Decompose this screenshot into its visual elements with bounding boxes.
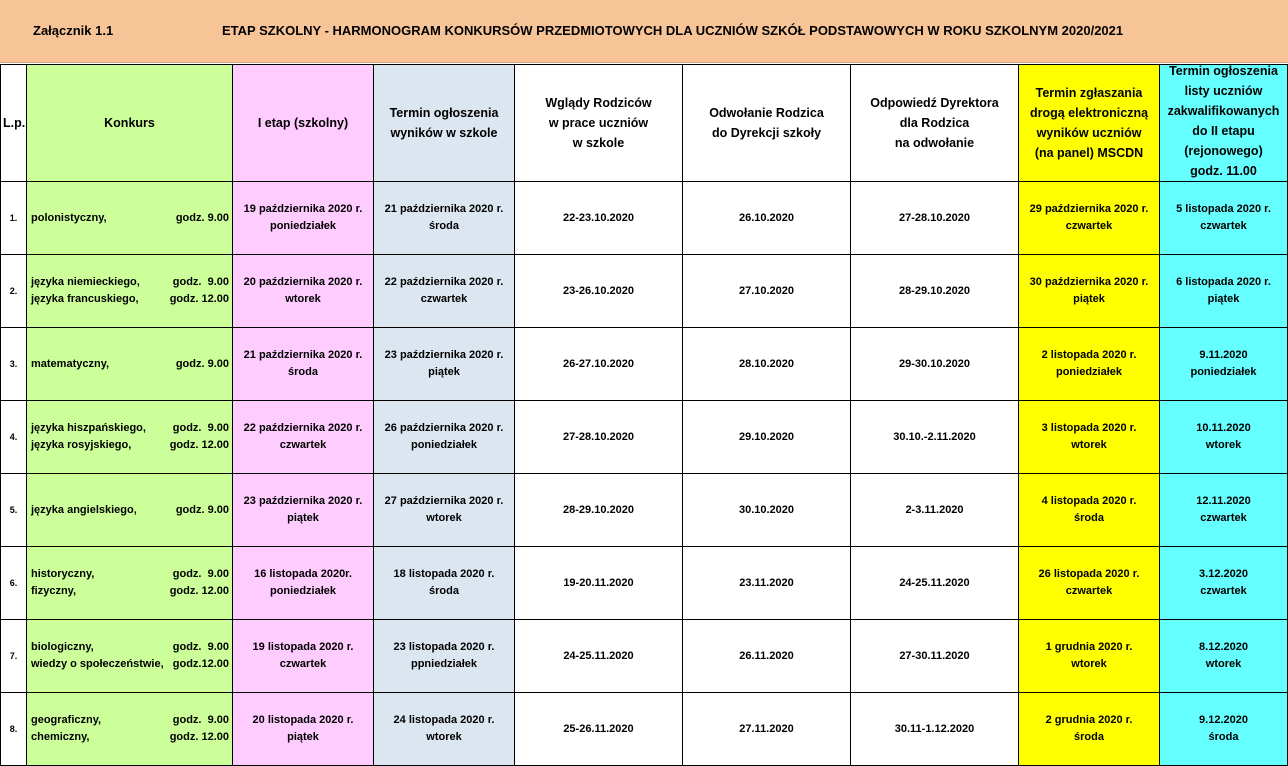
zgloszenie-cell (1019, 547, 1160, 620)
col-header-zgloszenie-line: drogą elektroniczną (1029, 106, 1149, 120)
table-row (1, 255, 1288, 328)
konkurs-name: wiedzy o społeczeństwie, (31, 658, 164, 670)
col-header-lp: L.p. (1, 65, 27, 182)
row-number: 8. (1, 693, 27, 766)
lista-cell (1160, 401, 1288, 474)
lista-date: 9.12.2020 (1199, 714, 1248, 726)
odpowiedz-cell: 30.10.-2.11.2020 (851, 401, 1019, 474)
row-number: 6. (1, 547, 27, 620)
lista-day: wtorek (1205, 658, 1242, 670)
row-number: 3. (1, 328, 27, 401)
konkurs-line (31, 712, 229, 729)
odwolanie-cell: 27.10.2020 (683, 255, 851, 328)
col-header-lista (1160, 65, 1288, 182)
etap-cell (233, 547, 374, 620)
attachment-label: Załącznik 1.1 (33, 23, 114, 38)
lista-day: piątek (1207, 293, 1240, 305)
konkurs-name: języka hiszpańskiego, (31, 422, 146, 434)
konkurs-line (31, 729, 229, 746)
wyniki-cell (374, 401, 515, 474)
row-number: 2. (1, 255, 27, 328)
col-header-lista-line: Termin ogłoszenia (1169, 64, 1278, 78)
konkurs-name: fizyczny, (31, 585, 77, 597)
wyniki-day: ppniedziałek (410, 658, 478, 670)
table-row (1, 328, 1288, 401)
zgloszenie-date: 2 listopada 2020 r. (1041, 349, 1137, 361)
col-header-wglady-line: w prace uczniów (548, 116, 649, 130)
zgloszenie-cell (1019, 255, 1160, 328)
etap-cell (233, 474, 374, 547)
konkurs-cell (27, 620, 233, 693)
zgloszenie-date: 30 października 2020 r. (1029, 276, 1149, 288)
zgloszenie-day: wtorek (1071, 658, 1107, 670)
konkurs-time: godz. 9.00 (172, 276, 229, 288)
col-header-wglady (515, 65, 683, 182)
lista-date: 9.11.2020 (1199, 349, 1248, 361)
lista-date: 12.11.2020 (1196, 495, 1251, 507)
wglady-cell: 23-26.10.2020 (515, 255, 683, 328)
konkurs-time: godz. 12.00 (169, 731, 229, 743)
zgloszenie-day: czwartek (1065, 220, 1113, 232)
konkurs-cell (27, 401, 233, 474)
lista-date: 8.12.2020 (1199, 641, 1248, 653)
table-row (1, 182, 1288, 255)
wyniki-cell (374, 328, 515, 401)
etap-day: piątek (287, 512, 319, 524)
zgloszenie-day: czwartek (1065, 585, 1113, 597)
wyniki-day: czwartek (420, 293, 468, 305)
odpowiedz-cell: 2-3.11.2020 (851, 474, 1019, 547)
wyniki-day: wtorek (426, 731, 462, 743)
etap-day: czwartek (279, 439, 327, 451)
wglady-cell: 22-23.10.2020 (515, 182, 683, 255)
etap-day: poniedziałek (269, 585, 337, 597)
zgloszenie-date: 4 listopada 2020 r. (1041, 495, 1137, 507)
lista-day: czwartek (1200, 220, 1247, 232)
wglady-cell: 27-28.10.2020 (515, 401, 683, 474)
row-number: 5. (1, 474, 27, 547)
row-number: 1. (1, 182, 27, 255)
wyniki-cell (374, 620, 515, 693)
lista-cell (1160, 182, 1288, 255)
etap-date: 16 listopada 2020r. (254, 568, 352, 580)
konkurs-line (31, 583, 229, 600)
col-header-lista-line: (rejonowego) (1184, 144, 1263, 158)
col-header-odwolanie-line: do Dyrekcji szkoły (711, 126, 822, 140)
konkurs-line (31, 639, 229, 656)
wglady-cell: 26-27.10.2020 (515, 328, 683, 401)
konkurs-time: godz. 12.00 (169, 585, 229, 597)
lista-cell (1160, 547, 1288, 620)
etap-date: 19 października 2020 r. (243, 203, 363, 215)
lista-day: środa (1208, 731, 1239, 743)
konkurs-time: godz. 9.00 (175, 211, 229, 224)
wyniki-date: 24 listopada 2020 r. (393, 714, 495, 726)
konkurs-name: chemiczny, (31, 731, 90, 743)
wyniki-cell (374, 255, 515, 328)
konkurs-line (31, 656, 229, 673)
lista-day: poniedziałek (1190, 366, 1257, 378)
etap-cell (233, 255, 374, 328)
lista-day: czwartek (1200, 512, 1247, 524)
col-header-lista-line: do II etapu (1192, 124, 1255, 138)
konkurs-cell (27, 693, 233, 766)
etap-day: czwartek (279, 658, 327, 670)
konkurs-time: godz.12.00 (172, 658, 229, 670)
etap-cell (233, 401, 374, 474)
etap-cell (233, 328, 374, 401)
konkurs-name: języka niemieckiego, (31, 276, 140, 288)
wyniki-day: środa (429, 585, 459, 597)
odpowiedz-cell: 27-28.10.2020 (851, 182, 1019, 255)
table-row (1, 401, 1288, 474)
odwolanie-cell: 30.10.2020 (683, 474, 851, 547)
etap-date: 23 października 2020 r. (243, 495, 363, 507)
lista-date: 6 listopada 2020 r. (1176, 276, 1271, 288)
zgloszenie-day: środa (1074, 512, 1104, 524)
wyniki-cell (374, 693, 515, 766)
konkurs-line (31, 210, 229, 227)
zgloszenie-day: wtorek (1071, 439, 1107, 451)
konkurs-time: godz. 9.00 (172, 641, 229, 653)
konkurs-cell (27, 547, 233, 620)
lista-cell (1160, 620, 1288, 693)
zgloszenie-day: środa (1074, 731, 1104, 743)
odwolanie-cell: 28.10.2020 (683, 328, 851, 401)
konkurs-time: godz. 9.00 (172, 568, 229, 580)
zgloszenie-cell (1019, 474, 1160, 547)
odpowiedz-cell: 24-25.11.2020 (851, 547, 1019, 620)
col-header-lista-line: godz. 11.00 (1190, 164, 1257, 178)
etap-date: 22 października 2020 r. (243, 422, 363, 434)
wyniki-date: 26 października 2020 r. (384, 422, 504, 434)
konkurs-cell (27, 328, 233, 401)
wglady-cell: 24-25.11.2020 (515, 620, 683, 693)
wyniki-date: 23 października 2020 r. (384, 349, 504, 361)
row-number: 7. (1, 620, 27, 693)
etap-day: piątek (287, 731, 319, 743)
konkurs-time: godz. 9.00 (175, 357, 229, 370)
col-header-wglady-line: Wglądy Rodziców (545, 96, 652, 110)
col-header-konkurs: Konkurs (27, 65, 233, 182)
konkurs-line (31, 437, 229, 454)
col-header-odpowiedz-line: dla Rodzica (899, 116, 970, 130)
lista-cell (1160, 328, 1288, 401)
wglady-cell: 28-29.10.2020 (515, 474, 683, 547)
odpowiedz-cell: 27-30.11.2020 (851, 620, 1019, 693)
schedule-table (0, 64, 1288, 766)
schedule-rows (1, 182, 1288, 766)
zgloszenie-date: 2 grudnia 2020 r. (1045, 714, 1133, 726)
odwolanie-cell: 23.11.2020 (683, 547, 851, 620)
row-number: 4. (1, 401, 27, 474)
wyniki-cell (374, 547, 515, 620)
wglady-cell: 19-20.11.2020 (515, 547, 683, 620)
wglady-cell: 25-26.11.2020 (515, 693, 683, 766)
etap-day: poniedziałek (269, 220, 337, 232)
etap-day: wtorek (285, 293, 321, 305)
konkurs-cell (27, 255, 233, 328)
col-header-lista-line: zakwalifikowanych (1167, 104, 1280, 118)
konkurs-line (31, 566, 229, 583)
etap-date: 19 listopada 2020 r. (252, 641, 354, 653)
wyniki-date: 21 października 2020 r. (384, 203, 504, 215)
col-header-odpowiedz (851, 65, 1019, 182)
odpowiedz-cell: 30.11-1.12.2020 (851, 693, 1019, 766)
col-header-zgloszenie-line: wyników uczniów (1036, 126, 1142, 140)
col-header-odpowiedz-line: na odwołanie (894, 136, 975, 150)
konkurs-name: historyczny, (31, 568, 95, 580)
zgloszenie-date: 3 listopada 2020 r. (1041, 422, 1137, 434)
lista-cell (1160, 474, 1288, 547)
zgloszenie-cell (1019, 328, 1160, 401)
col-header-wyniki-line: Termin ogłoszenia (389, 106, 499, 120)
etap-cell (233, 182, 374, 255)
konkurs-name: języka angielskiego, (31, 503, 137, 516)
wyniki-day: wtorek (426, 512, 462, 524)
konkurs-name: geograficzny, (31, 714, 102, 726)
col-header-wyniki-line: wyników w szkole (390, 126, 498, 140)
konkurs-cell (27, 474, 233, 547)
lista-day: wtorek (1205, 439, 1242, 451)
zgloszenie-cell (1019, 620, 1160, 693)
odpowiedz-cell: 29-30.10.2020 (851, 328, 1019, 401)
col-header-lista-lines (1162, 65, 1285, 182)
konkurs-name: języka rosyjskiego, (31, 439, 132, 451)
col-header-zgloszenie-line: Termin zgłaszania (1035, 86, 1143, 100)
konkurs-line (31, 502, 229, 519)
konkurs-name: języka francuskiego, (31, 293, 139, 305)
zgloszenie-cell (1019, 693, 1160, 766)
wyniki-date: 18 listopada 2020 r. (393, 568, 495, 580)
odwolanie-cell: 26.11.2020 (683, 620, 851, 693)
lista-day: czwartek (1200, 585, 1247, 597)
col-header-lista-line: listy uczniów (1184, 84, 1263, 98)
wyniki-cell (374, 474, 515, 547)
col-header-odpowiedz-line: Odpowiedź Dyrektora (870, 96, 999, 110)
konkurs-time: godz. 12.00 (169, 293, 229, 305)
page-title: ETAP SZKOLNY - HARMONOGRAM KONKURSÓW PRZEDMIOTOWYCH DLA UCZNIÓW SZKÓŁ PODSTAWOWYCH W ROKU SZKOLNYM 2020/2021 (222, 23, 1124, 38)
page-header (0, 0, 1288, 63)
konkurs-time: godz. 12.00 (169, 439, 229, 451)
col-header-odwolanie (683, 65, 851, 182)
odpowiedz-cell: 28-29.10.2020 (851, 255, 1019, 328)
konkurs-name: biologiczny, (31, 641, 94, 653)
col-header-wyniki (374, 65, 515, 182)
odwolanie-cell: 29.10.2020 (683, 401, 851, 474)
odwolanie-cell: 27.11.2020 (683, 693, 851, 766)
wyniki-date: 27 października 2020 r. (384, 495, 504, 507)
zgloszenie-day: poniedziałek (1055, 366, 1123, 378)
konkurs-line (31, 291, 229, 308)
etap-cell (233, 620, 374, 693)
wyniki-day: środa (429, 220, 459, 232)
zgloszenie-date: 26 listopada 2020 r. (1038, 568, 1140, 580)
odwolanie-cell: 26.10.2020 (683, 182, 851, 255)
etap-cell (233, 693, 374, 766)
zgloszenie-cell (1019, 182, 1160, 255)
etap-day: środa (288, 366, 318, 378)
zgloszenie-date: 1 grudnia 2020 r. (1045, 641, 1133, 653)
konkurs-line (31, 420, 229, 437)
konkurs-time: godz. 9.00 (172, 422, 229, 434)
lista-date: 3.12.2020 (1199, 568, 1248, 580)
col-header-wglady-line: w szkole (572, 136, 625, 150)
lista-cell (1160, 693, 1288, 766)
table-row (1, 474, 1288, 547)
lista-date: 5 listopada 2020 r. (1176, 203, 1271, 215)
konkurs-time: godz. 9.00 (172, 714, 229, 726)
table-header-row (1, 65, 1288, 182)
lista-date: 10.11.2020 (1196, 422, 1251, 434)
zgloszenie-date: 29 października 2020 r. (1029, 203, 1149, 215)
col-header-zgloszenie-line: (na panel) MSCDN (1034, 146, 1144, 160)
wyniki-date: 22 października 2020 r. (384, 276, 504, 288)
col-header-etap: I etap (szkolny) (233, 65, 374, 182)
wyniki-date: 23 listopada 2020 r. (393, 641, 495, 653)
table-row (1, 620, 1288, 693)
lista-cell (1160, 255, 1288, 328)
wyniki-day: piątek (428, 366, 460, 378)
table-row (1, 693, 1288, 766)
wyniki-day: poniedziałek (410, 439, 478, 451)
zgloszenie-day: piątek (1073, 293, 1105, 305)
col-header-odwolanie-line: Odwołanie Rodzica (709, 106, 824, 120)
wyniki-cell (374, 182, 515, 255)
konkurs-line (31, 356, 229, 373)
etap-date: 20 listopada 2020 r. (252, 714, 354, 726)
konkurs-line (31, 274, 229, 291)
zgloszenie-cell (1019, 401, 1160, 474)
table-row (1, 547, 1288, 620)
konkurs-name: matematyczny, (31, 357, 110, 370)
konkurs-cell (27, 182, 233, 255)
konkurs-name: polonistyczny, (31, 211, 107, 224)
etap-date: 20 października 2020 r. (243, 276, 363, 288)
etap-date: 21 października 2020 r. (243, 349, 363, 361)
col-header-zgloszenie (1019, 65, 1160, 182)
konkurs-time: godz. 9.00 (175, 503, 229, 516)
